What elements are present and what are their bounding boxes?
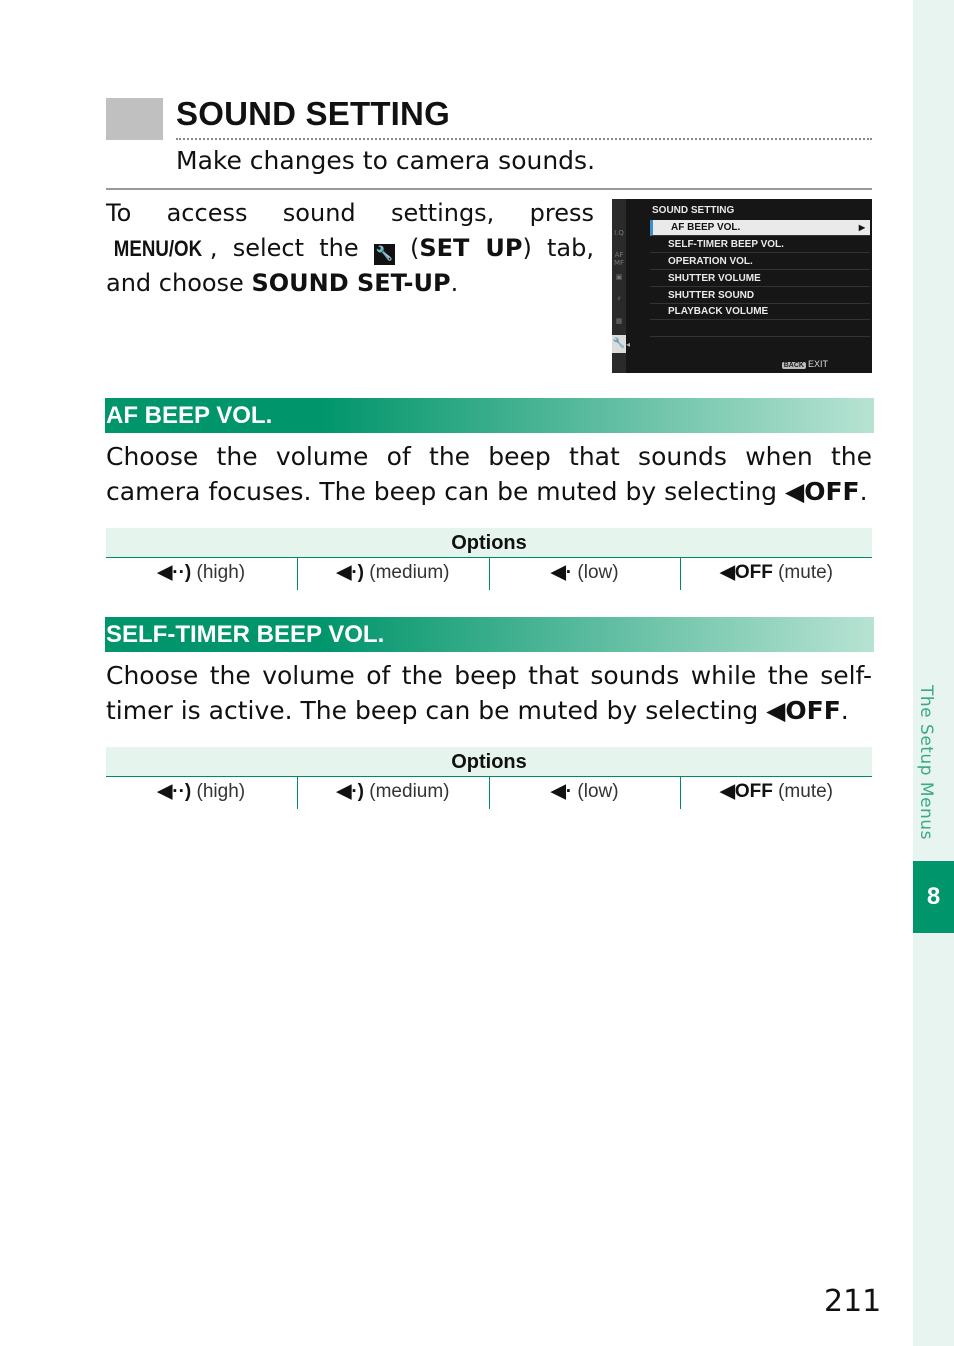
camera-menu-item: SHUTTER SOUND <box>650 288 870 304</box>
af-mf-icon: AF MF <box>614 251 625 267</box>
submenu-arrow-icon: ▶ <box>858 223 865 232</box>
option-label: (high) <box>196 562 246 583</box>
option-medium <box>298 558 490 590</box>
wrench-icon: 🔧 <box>374 244 395 265</box>
chapter-number: 8 <box>913 861 954 933</box>
camera-menu-item <box>650 220 870 236</box>
page-subtitle: Make changes to camera sounds. <box>176 146 596 175</box>
setup-wrench-icon: 🔧 <box>612 335 626 353</box>
option-label: (mute) <box>778 781 834 802</box>
mute-setting-label: ◀OFF <box>785 477 860 506</box>
camera-menu-item: OPERATION VOL. <box>650 254 870 270</box>
option-medium <box>298 777 490 809</box>
section-text-end: . <box>840 696 849 725</box>
option-high <box>106 777 298 809</box>
setup-tab-name: SET UP <box>419 234 523 262</box>
section-text: Choose the volume of the beep that sounds when the camera focuses. The beep can be muted by selecting <box>106 442 872 506</box>
menu-ok-key: MENU/OK <box>113 236 203 261</box>
volume-low-icon: ◀· <box>551 781 573 802</box>
volume-high-icon: ◀··) <box>157 781 192 802</box>
exit-label: EXIT <box>807 359 828 369</box>
flash-icon: ⚡ <box>616 295 622 303</box>
options-table-header: Options <box>106 747 872 777</box>
volume-off-icon: ◀OFF <box>720 781 773 802</box>
options-table-header: Options <box>106 528 872 558</box>
section-text: Choose the volume of the beep that sounds while the self-timer is active. The beep can be muted by selecting <box>106 661 872 725</box>
option-mute <box>681 777 872 809</box>
mute-setting-label: ◀OFF <box>766 696 841 725</box>
movie-icon: ▦ <box>615 317 623 325</box>
camera-menu-screenshot <box>612 199 872 373</box>
volume-high-icon: ◀··) <box>157 562 192 583</box>
options-table-row <box>106 558 872 590</box>
shooting-icon: ▣ <box>615 273 623 281</box>
option-label: (medium) <box>369 562 450 583</box>
page-title: SOUND SETTING <box>176 95 450 132</box>
volume-low-icon: ◀· <box>551 562 573 583</box>
camera-menu-empty-row <box>650 321 870 337</box>
intro-text-3: ( <box>394 234 420 262</box>
camera-menu-item: SHUTTER VOLUME <box>650 271 870 287</box>
volume-medium-icon: ◀·) <box>336 562 364 583</box>
tab-pointer-icon: ◂ <box>626 340 631 349</box>
section-text-af-beep <box>106 439 872 509</box>
option-high <box>106 558 298 590</box>
side-tab-label: The Setup Menus <box>916 685 936 840</box>
options-table-row <box>106 777 872 809</box>
sound-setup-choice: SOUND SET-UP <box>251 269 451 297</box>
camera-menu-item: PLAYBACK VOLUME <box>650 304 870 320</box>
camera-menu-item-label: AF BEEP VOL. <box>671 222 741 233</box>
page-number: 211 <box>824 1284 882 1319</box>
option-label: (medium) <box>369 781 450 802</box>
option-label: (low) <box>577 781 619 802</box>
camera-menu-sidebar <box>612 199 626 373</box>
option-label: (mute) <box>778 562 834 583</box>
side-tab-background <box>913 0 954 1346</box>
option-label: (low) <box>577 562 619 583</box>
option-low <box>490 558 682 590</box>
image-quality-icon: I.Q <box>614 229 624 237</box>
camera-menu-title: SOUND SETTING <box>652 205 735 216</box>
intro-text-4: ) tab, and choose <box>106 234 594 297</box>
back-key-icon: BACK <box>783 362 804 369</box>
title-divider <box>176 138 872 140</box>
section-text-end: . <box>859 477 868 506</box>
option-low <box>490 777 682 809</box>
intro-text-2: , select the <box>209 234 374 262</box>
option-mute <box>681 558 872 590</box>
section-heading-self-timer-beep: SELF-TIMER BEEP VOL. <box>105 617 874 652</box>
camera-menu-item: SELF-TIMER BEEP VOL. <box>650 237 870 253</box>
intro-text-5: . <box>450 269 459 297</box>
volume-medium-icon: ◀·) <box>336 781 364 802</box>
section-text-self-timer-beep <box>106 658 872 728</box>
title-marker <box>106 98 163 140</box>
volume-off-icon: ◀OFF <box>720 562 773 583</box>
intro-paragraph <box>106 196 594 301</box>
camera-menu-exit-hint <box>782 359 828 369</box>
option-label: (high) <box>196 781 246 802</box>
intro-text-1: To access sound settings, press <box>106 199 594 227</box>
section-heading-af-beep: AF BEEP VOL. <box>105 398 874 433</box>
header-divider <box>106 188 872 190</box>
